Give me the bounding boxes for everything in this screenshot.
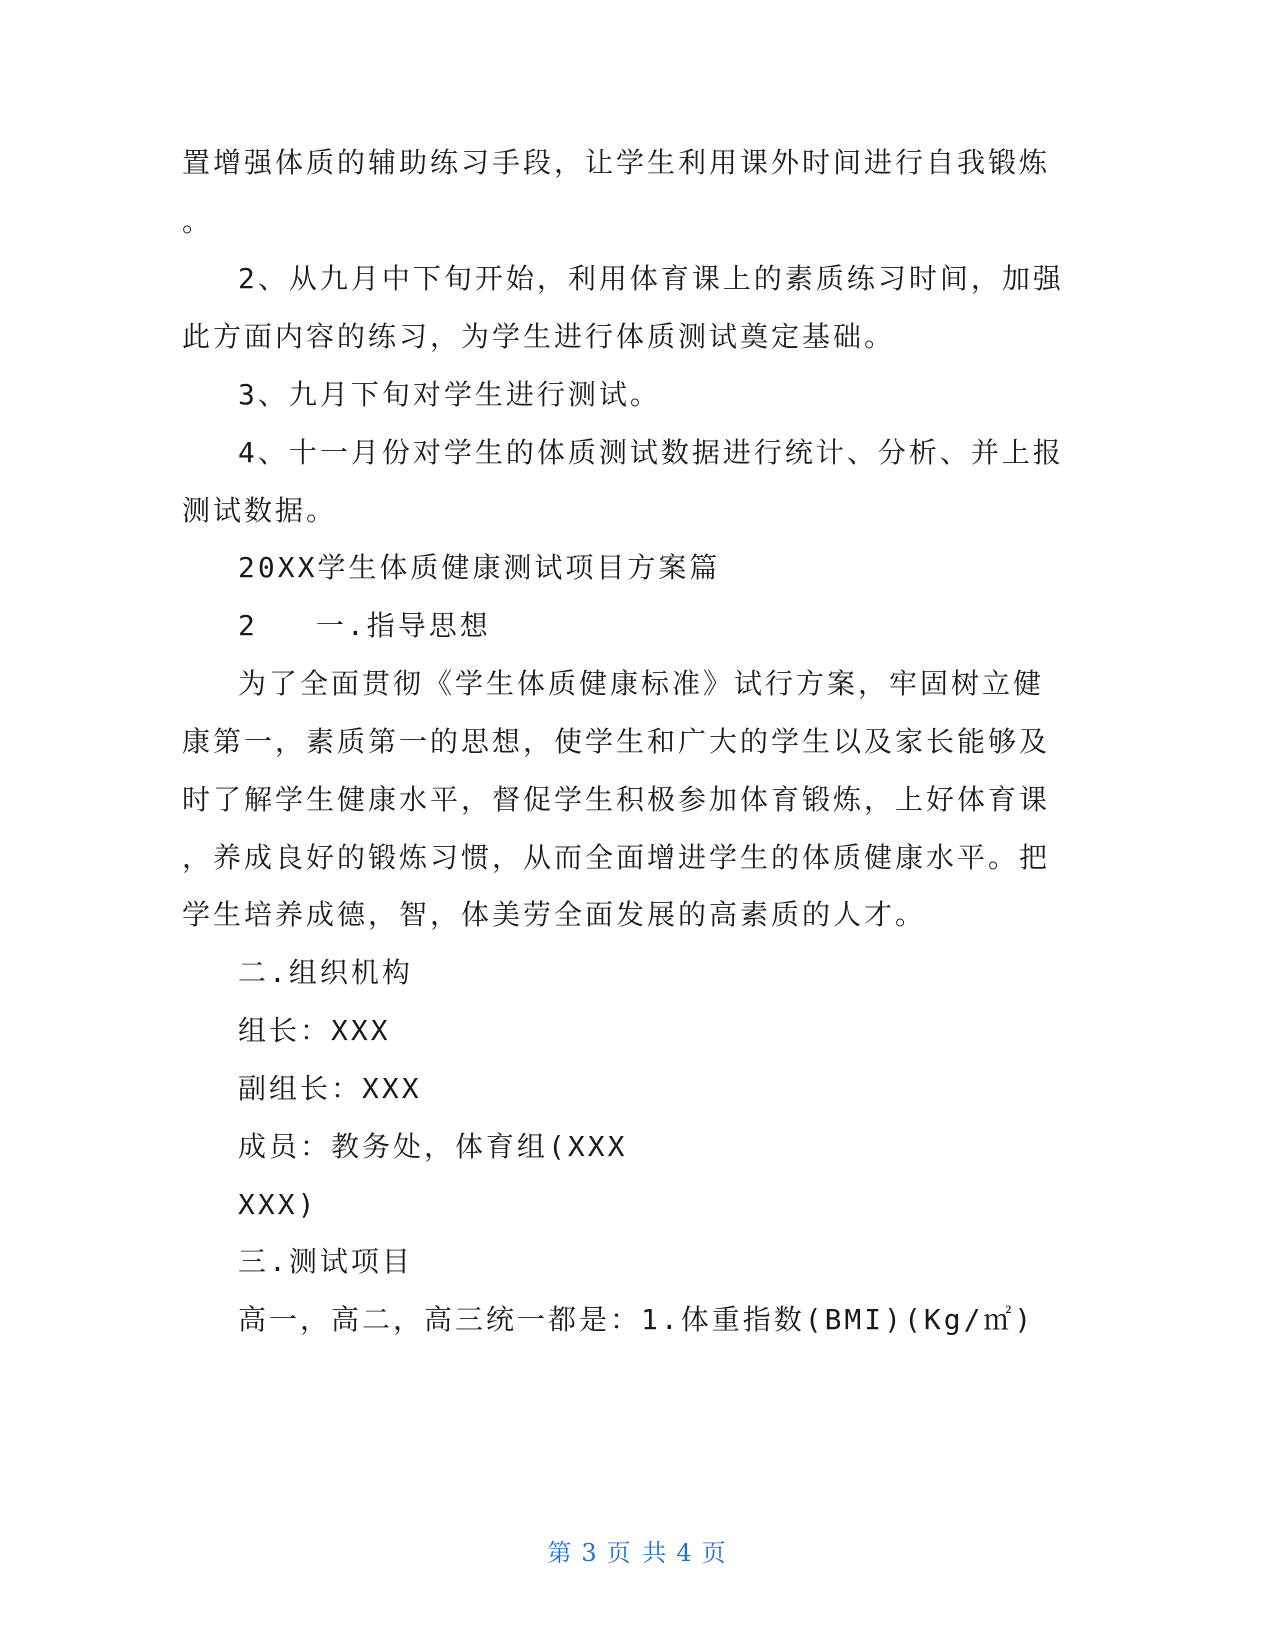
section-heading-guiding-ideology (238, 608, 491, 644)
list-item-3: 3、九月下旬对学生进行测试。 (238, 378, 661, 411)
paragraph-line: 此方面内容的练习，为学生进行体质测试奠定基础。 (182, 320, 896, 353)
members-line: 成员：教务处，体育组(XXX (238, 1130, 628, 1163)
footer-prefix: 第 (547, 1539, 574, 1567)
footer-suffix: 页 (701, 1539, 728, 1567)
leader-line: 组长：XXX (238, 1014, 391, 1047)
section-title: 20XX学生体质健康测试项目方案篇 (238, 551, 721, 584)
section-heading-organization: 二.组织机构 (238, 956, 413, 989)
test-items-line: 高一，高二，高三统一都是：1.体重指数(BMI)(Kg/㎡) (238, 1303, 1035, 1336)
paragraph-line: 置增强体质的辅助练习手段，让学生利用课外时间进行自我锻炼 (182, 146, 1051, 179)
paragraph-line: ，养成良好的锻炼习惯，从而全面增进学生的体质健康水平。把 (182, 841, 1051, 874)
deputy-leader-line: 副组长：XXX (238, 1072, 422, 1105)
section-number: 2 (238, 609, 258, 642)
paragraph-line: 时了解学生健康水平，督促学生积极参加体育锻炼，上好体育课 (182, 783, 1051, 816)
list-item-4: 4、十一月份对学生的体质测试数据进行统计、分析、并上报 (238, 436, 1064, 469)
section-heading-test-items: 三.测试项目 (238, 1245, 413, 1278)
members-line-continued: XXX) (238, 1188, 318, 1221)
heading-text: 一.指导思想 (315, 609, 491, 642)
list-item-2: 2、从九月中下旬开始，利用体育课上的素质练习时间，加强 (238, 262, 1064, 295)
paragraph-line: 康第一，素质第一的思想，使学生和广大的学生以及家长能够及 (182, 725, 1051, 758)
footer-middle: 页 共 (606, 1539, 669, 1567)
paragraph-line: 。 (182, 205, 214, 238)
page-footer (0, 1533, 1275, 1568)
current-page-number: 3 (581, 1539, 599, 1567)
total-page-count: 4 (676, 1539, 694, 1567)
paragraph-line: 为了全面贯彻《学生体质健康标准》试行方案，牢固树立健 (238, 667, 1045, 700)
paragraph-line: 学生培养成德，智，体美劳全面发展的高素质的人才。 (182, 898, 927, 931)
paragraph-line: 测试数据。 (182, 494, 338, 527)
